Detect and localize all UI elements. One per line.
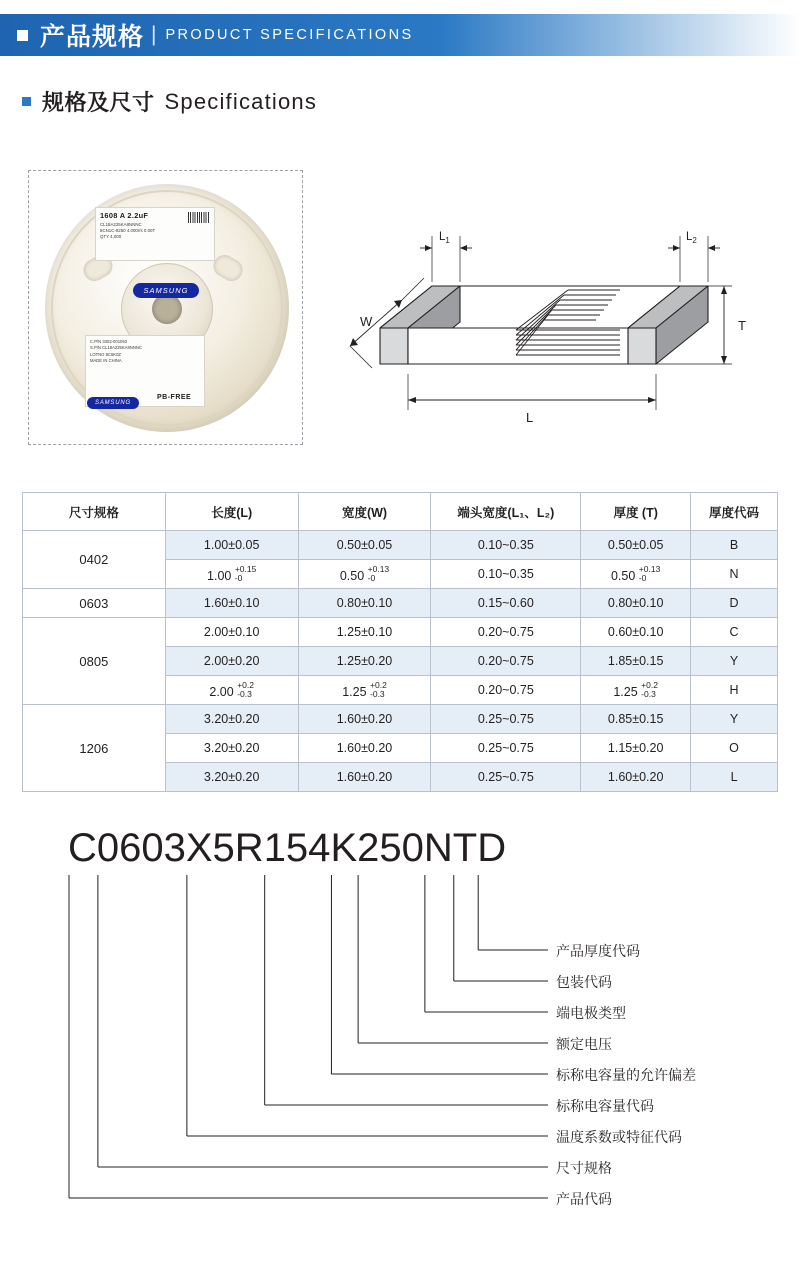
pn-segment-3: 154 xyxy=(263,826,331,870)
drawing-svg xyxy=(320,178,780,438)
pn-segment-6: N xyxy=(423,826,453,870)
header-title-en: PRODUCT SPECIFICATIONS xyxy=(165,27,414,43)
pn-segment-1: 0603 xyxy=(96,826,186,870)
pn-label-7: 包装代码 xyxy=(556,974,612,990)
cell-width: 0.50±0.05 xyxy=(298,531,431,560)
reel-label-bottom-line2: S.P/N CL18A225KA8NNNC xyxy=(90,345,142,351)
cell-width: 0.50 +0.13 -0 xyxy=(298,560,431,589)
cell-thickness-code: B xyxy=(691,531,778,560)
dimension-label-t: T xyxy=(738,318,746,333)
th-length: 长度(L) xyxy=(165,493,298,531)
reel-label-bottom-line4: MADE IN CHINA xyxy=(90,357,122,363)
table-row xyxy=(23,531,778,560)
cell-thickness: 0.50 +0.13 -0 xyxy=(581,560,691,589)
brand-logo-primary: SAMSUNG xyxy=(133,283,199,298)
cell-terminal-width: 0.20~0.75 xyxy=(431,676,581,705)
cell-terminal-width: 0.25~0.75 xyxy=(431,705,581,734)
part-number-leader-lines xyxy=(0,826,800,1256)
pn-segment-7: T xyxy=(452,826,478,870)
dimension-label-l: L xyxy=(526,410,534,425)
table-row xyxy=(23,705,778,734)
cell-terminal-width: 0.10~0.35 xyxy=(431,531,581,560)
cell-thickness: 1.15±0.20 xyxy=(581,734,691,763)
cell-terminal-width: 0.25~0.75 xyxy=(431,763,581,792)
table-header-row xyxy=(23,493,778,531)
header-title-cn: 产品规格 xyxy=(40,23,145,51)
cell-width: 1.60±0.20 xyxy=(298,763,431,792)
cell-size-spec: 0402 xyxy=(23,531,166,589)
pn-label-2: 温度系数或特征代码 xyxy=(556,1129,682,1145)
pn-label-3: 标称电容量代码 xyxy=(556,1098,654,1114)
reel-label-bottom-line1: C.P/N 3302-001093 xyxy=(90,339,128,344)
cell-length: 1.00 +0.15 -0 xyxy=(165,560,298,589)
reel-label-top xyxy=(95,207,215,261)
cell-length: 1.00±0.05 xyxy=(165,531,298,560)
cell-width: 1.60±0.20 xyxy=(298,705,431,734)
cell-thickness-code: N xyxy=(691,560,778,589)
th-width: 宽度(W) xyxy=(298,493,431,531)
th-thickness: 厚度 (T) xyxy=(581,493,691,531)
table-row xyxy=(23,618,778,647)
reel-label-top-line2: CL18A225KA8NNNC xyxy=(100,221,142,227)
pn-segment-5: 250 xyxy=(357,826,424,870)
cell-thickness-code: L xyxy=(691,763,778,792)
cell-thickness: 0.85±0.15 xyxy=(581,705,691,734)
reel-hub-center xyxy=(152,294,182,324)
reel-label-bottom-line3: LOTNO 8C5K0Z xyxy=(90,351,121,357)
cell-width: 1.25 +0.2 -0.3 xyxy=(298,676,431,705)
cell-length: 2.00 +0.2 -0.3 xyxy=(165,676,298,705)
table-row xyxy=(23,589,778,618)
product-photo-reel xyxy=(37,179,296,438)
cell-thickness: 0.80±0.10 xyxy=(581,589,691,618)
part-number-breakdown xyxy=(0,826,800,1256)
dimension-label-l1: $L_1$ xyxy=(439,231,450,245)
th-size: 尺寸规格 xyxy=(23,493,166,531)
cell-size-spec: 0603 xyxy=(23,589,166,618)
section-bullet-icon xyxy=(22,97,31,106)
section-title xyxy=(22,86,317,117)
product-photo-frame xyxy=(28,170,303,445)
reel-label-top-line1: 1608 A 2.2uF xyxy=(100,211,149,220)
cell-length: 2.00±0.20 xyxy=(165,647,298,676)
cell-width: 1.25±0.10 xyxy=(298,618,431,647)
cell-length: 2.00±0.10 xyxy=(165,618,298,647)
brand-logo-secondary: SAMSUNG xyxy=(87,397,139,409)
reel-label-top-line3: 8CN1C-8250 4.000r/s 0.00T xyxy=(100,228,156,234)
pn-segment-0: C xyxy=(68,826,97,870)
cell-terminal-width: 0.15~0.60 xyxy=(431,589,581,618)
cell-thickness: 0.60±0.10 xyxy=(581,618,691,647)
cell-width: 0.80±0.10 xyxy=(298,589,431,618)
cell-length: 3.20±0.20 xyxy=(165,734,298,763)
cell-terminal-width: 0.20~0.75 xyxy=(431,618,581,647)
cell-width: 1.25±0.20 xyxy=(298,647,431,676)
pn-label-6: 端电极类型 xyxy=(556,1005,626,1021)
page-header-banner xyxy=(0,14,800,56)
pn-segment-8: D xyxy=(477,826,507,870)
cell-thickness-code: D xyxy=(691,589,778,618)
cell-thickness-code: O xyxy=(691,734,778,763)
th-thickness-code: 厚度代码 xyxy=(691,493,778,531)
cell-thickness: 1.60±0.20 xyxy=(581,763,691,792)
cell-thickness: 0.50±0.05 xyxy=(581,531,691,560)
dimension-label-w: W xyxy=(360,314,373,329)
dimension-table-body xyxy=(23,531,778,792)
cell-length: 3.20±0.20 xyxy=(165,705,298,734)
reel-label-top-line4: QTY 4,000 xyxy=(100,234,122,240)
capacitor-dimension-drawing xyxy=(320,178,780,438)
cell-thickness-code: C xyxy=(691,618,778,647)
dimension-label-l2: $L_2$ xyxy=(686,231,697,245)
cell-size-spec: 0805 xyxy=(23,618,166,705)
cell-thickness: 1.85±0.15 xyxy=(581,647,691,676)
pn-label-0: 产品代码 xyxy=(556,1191,612,1207)
pn-label-8: 产品厚度代码 xyxy=(556,943,640,959)
cell-thickness: 1.25 +0.2 -0.3 xyxy=(581,676,691,705)
section-title-cn: 规格及尺寸 xyxy=(42,90,155,115)
pb-free-mark: PB-FREE xyxy=(157,394,192,401)
cell-width: 1.60±0.20 xyxy=(298,734,431,763)
cell-length: 3.20±0.20 xyxy=(165,763,298,792)
section-title-en: Specifications xyxy=(164,88,318,114)
cell-thickness-code: H xyxy=(691,676,778,705)
pn-label-1: 尺寸规格 xyxy=(556,1160,612,1176)
pn-segment-2: X5R xyxy=(185,826,264,870)
dimension-table-head xyxy=(23,493,778,531)
cell-terminal-width: 0.10~0.35 xyxy=(431,560,581,589)
pn-label-5: 额定电压 xyxy=(556,1036,612,1052)
header-divider: | xyxy=(151,23,157,46)
cell-thickness-code: Y xyxy=(691,705,778,734)
cell-thickness-code: Y xyxy=(691,647,778,676)
pn-segment-4: K xyxy=(330,826,358,870)
barcode-icon xyxy=(188,212,210,223)
cell-size-spec: 1206 xyxy=(23,705,166,792)
dimension-table xyxy=(22,492,778,792)
th-terminal-width: 端头宽度(L₁、L₂) xyxy=(431,493,581,531)
cell-terminal-width: 0.25~0.75 xyxy=(431,734,581,763)
cell-length: 1.60±0.10 xyxy=(165,589,298,618)
cell-terminal-width: 0.20~0.75 xyxy=(431,647,581,676)
header-bullet-icon xyxy=(17,30,28,41)
pn-label-4: 标称电容量的允许偏差 xyxy=(556,1067,696,1083)
